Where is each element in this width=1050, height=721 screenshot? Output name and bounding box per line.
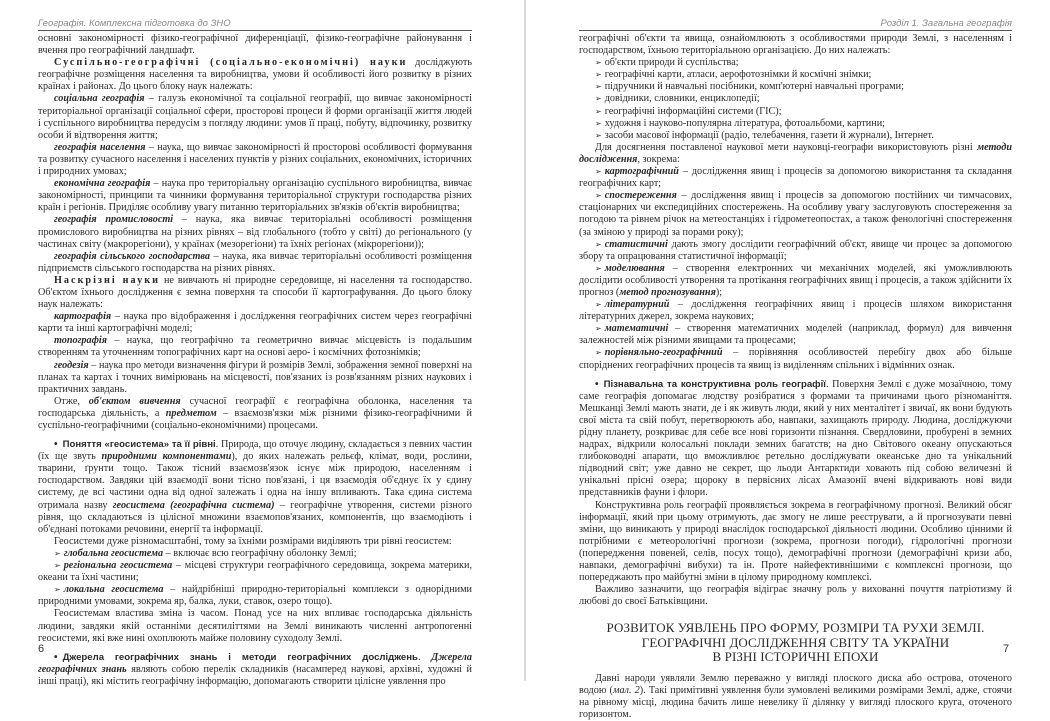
list-item-source: ➢ довідники, словники, енциклопедії; xyxy=(579,93,1012,105)
text: являють собою перелік складників (насамперед наукові, архівні, художні й інші праці), які містить географічну інформацію, допомагають створити цілісне уявлення про xyxy=(38,663,472,687)
list-item-source: ➢ об'єкти природи й суспільства; xyxy=(579,57,1012,69)
paragraph xyxy=(38,251,472,275)
paragraph xyxy=(579,673,1012,721)
text: ); xyxy=(715,286,723,298)
figure-reference: мал. 2 xyxy=(612,685,640,696)
text: – географічне утворення, системи різного рівня, що складаються із цілісної множини взаємопов'язаних, компонентів, що взаємодіють і об'єднані потоками речовини, енергії та інформації. xyxy=(38,499,472,535)
text: Давні народи уявляли Землю переважно у вигляді плоского диска або острова, оточеного водою ( xyxy=(579,672,1012,696)
paragraph: Важливо зазначити, що географія відіграє значну роль у вихованні почуття патріотизму й любові до своєї Батьківщини. xyxy=(579,584,1012,608)
paragraph xyxy=(38,142,472,178)
paragraph: Конструктивна роль географії проявляється зокрема в географічному прогнозі. Великий обсяг інформації, який при цьому отримують, дає змогу не лише реєструвати, а й прогнозувати певні зміни, що виникають у природі внаслідок господарської діяльності людини. Особливо цінними й потрібними є метеорологічні прогнози (зокрема, прогнози погоди), гідрологічні прогнози (попередження повеней, селів, посух тощо), демографічні прогнози (демографічні кризи або, навпаки, демографічні вибухи) та ін. Проте найефективнішими є комплексні прогнози, що попереджають про майбутні зміни в цілому природному комплексі. xyxy=(579,499,1012,584)
term: методи дослідження xyxy=(579,141,1012,165)
text: , зокрема: xyxy=(637,153,680,165)
term: об'єктом вивчення xyxy=(88,395,181,407)
text: – місцеві структури географічного середовища, зокрема материки, океани та їхні частини; xyxy=(38,560,473,584)
term: картографічний xyxy=(604,166,679,178)
text: – взаємозв'язки між різними фізико-географічними й суспільно-географічними (соціально-економічними) процесами. xyxy=(38,407,472,431)
term: географія населення xyxy=(54,141,146,153)
text: – наука про методи визначення фігури й розмірів Землі, зображення земної поверхні на планах та картах і точних вимірювань на місцевості, пов'язаних із розв'язанням різних наукових і практичних завдань. xyxy=(38,359,472,395)
list-item-method xyxy=(579,166,1012,190)
running-head-right: Розділ 1. Загальна географія xyxy=(579,18,1012,31)
text: Отже, xyxy=(54,395,89,407)
text: ), до яких належать рельєф, клімат, води, рослини, тварини, ґрунти тощо. Також тісний взаємозв'язок існує між природою, населенням і господарством. Завдяки цій взаємодії вони тісно пов'язані, і ця взаємодія об'єднує їх у єдину систему, де всі частини одна від одної залежать і одна на іншу впливають. Така єдина система отримала назву xyxy=(38,451,472,511)
paragraph: географічні об'єкти та явища, ознайомлюють з особливостями природи Землі, з населенням і господарством, їхньою територіальною організацією. До них належать: xyxy=(579,33,1012,57)
list-item-geosystem-level xyxy=(38,584,472,608)
text: – наука, яка вивчає територіальні особливості розміщення підприємств сільського господарства на різних рівнях. xyxy=(38,250,472,274)
term: локальна геосистема xyxy=(63,584,164,596)
left-page-content xyxy=(38,18,472,688)
term: предметом xyxy=(165,407,217,419)
section-lead: Пізнавальна та конструктивна роль географії xyxy=(603,378,826,390)
paragraph xyxy=(38,214,472,250)
list-item-method xyxy=(579,323,1012,347)
term: регіональна геосистема xyxy=(63,560,173,572)
text: – включає всю географічну оболонку Землі; xyxy=(163,547,357,559)
term: геосистема (географічна система) xyxy=(112,499,275,511)
text: – наука, що географічно та геометрично вивчає місцевість із подальшим створенням та уточненням топографічних карт на основі аеро- і космічних фотознімків; xyxy=(38,335,472,359)
term: статистичні xyxy=(604,238,668,250)
paragraph xyxy=(38,275,472,311)
paragraph: Геосистеми дуже різномасштабні, тому за їхніми розмірами виділяють три рівні геосистем: xyxy=(54,535,452,547)
paragraph xyxy=(38,335,472,359)
list-item-method xyxy=(579,347,1012,371)
section-lead: Поняття «геосистема» та її рівні xyxy=(62,439,216,451)
spaced-term: Наскрізні науки xyxy=(54,274,160,286)
term: топографія xyxy=(54,335,107,347)
list-item-method xyxy=(579,299,1012,323)
list-item-geosystem-level xyxy=(38,548,472,560)
text: – створення математичних моделей (наприклад, формул) для вивчення залежностей між різними явищами та процесами; xyxy=(579,323,1012,347)
heading-line: ГЕОГРАФІЧНІ ДОСЛІДЖЕННЯ СВІТУ ТА УКРАЇНИ xyxy=(641,634,950,650)
paragraph xyxy=(579,142,1012,166)
list-item-source: ➢ художня і науково-популярна література, фотоальбоми, картини; xyxy=(579,118,1012,130)
text: – галузь економічної та соціальної географії, що вивчає закономірності територіальної організації соціальної сфери, просторові процеси й форми організації життя людей і суспільного виробництва передусім з погляду людини: умов її праці, побуту, відпочинку, розвитку особи й відтворення життя; xyxy=(38,93,473,141)
text: – порівняння особливостей перебігу двох або більше споріднених географічних процесів та явищ із виділенням спільних і відмінних ознак. xyxy=(579,347,1012,371)
list-item-method xyxy=(579,239,1012,263)
term: глобальна геосистема xyxy=(63,547,164,559)
page-number-left: 6 xyxy=(38,643,45,655)
term: порівняльно-географічний xyxy=(604,347,723,359)
term: географія сільського господарства xyxy=(54,250,211,262)
text: – дослідження явищ і процесів за допомогою постійних чи тимчасових, стаціонарних чи експедиційних спостережень. На особливу увагу заслуговують спостереження за погодою та рівнем річок на метеостанціях і гідрометеопостах, а також фенологічні спостереження (за зміною у природі за порами року); xyxy=(579,190,1012,238)
paragraph xyxy=(38,57,472,93)
page-number-right: 7 xyxy=(1003,643,1010,655)
text: досліджують географічне розміщення населення та виробництва, умови й особливості його розвитку в різних країнах і районах. До цього блоку наук належать: xyxy=(38,57,472,93)
text: ). Такі примітивні уявлення були зумовлені великими розмірами Землі, адже, стоячи на рівному місці, людина бачить лише невелику її ділянку у вигляді плоского круга, оточеного горизонтом. xyxy=(579,685,1012,721)
text: не вивчають ні природне середовище, ні населення та господарство. Об'єктом їхнього дослідження є земна поверхня та способи її картографування. До цього блоку наук належать: xyxy=(38,274,472,311)
text: . xyxy=(417,651,432,663)
term: математичні xyxy=(604,323,669,335)
term: геодезія xyxy=(54,359,89,371)
text: – дослідження явищ і процесів за допомогою використання та складання географічних карт; xyxy=(579,166,1012,190)
term: спостереження xyxy=(604,190,677,202)
paragraph xyxy=(38,396,472,432)
text: – дослідження географічних явищ і процесів шляхом використання літературних джерел, зокрема наукових; xyxy=(579,299,1012,323)
text: . Поверхня Землі є дуже мозаїчною, тому саме географія допомагає людству розібратися з формами та причинами цього різноманіття. Мешканці Землі мають знати, де і як живуть люди, який у них менталітет і звичаї, як вони будують свої міста та свій побут, перетворюють або, навпаки, захищають природу. Людина, досліджуючи рідну планету, розкриває для себе все нові горизонти пізнання. Свердловини, пробурені в земних надрах, відкрили колосальні поклади земних багатств; на дно Світового океану опускаються глибоководні апарати, що вможливлює ретельно досліджувати океанське дно та унікальний підводний світ; уже давно не секрет, що льоди Антарктиди ховають під собою величезні й унікальні прісні озера; щороку в первісних лісах Амазонії вчені відкривають нові види представників фауни і флори. xyxy=(579,378,1012,499)
running-head-left: Географія. Комплексна підготовка до ЗНО xyxy=(38,18,472,31)
section-geosystem xyxy=(38,439,472,536)
list-item-method xyxy=(579,263,1012,299)
paragraph xyxy=(38,93,472,141)
text: – найдрібніші природно-територіальні комплекси з однорідними природними умовами, зокрема яр, балка, луки, ставок, озеро тощо). xyxy=(38,584,472,608)
paragraph xyxy=(38,360,472,396)
heading-line: В РІЗНІ ІСТОРИЧНІ ЕПОХИ xyxy=(712,649,879,665)
term: моделювання xyxy=(604,262,665,274)
list-item-source: ➢ підручники й навчальні посібники, комп'ютерні навчальні програми; xyxy=(579,81,1012,93)
paragraph xyxy=(38,178,472,214)
term: метод прогнозування xyxy=(619,286,716,298)
text: сучасної географії є географічна оболонка, населення та господарська діяльність, а xyxy=(38,395,472,419)
right-page xyxy=(526,0,1050,721)
text: дають змогу дослідити географічний об'єкт, явище чи процес за допомогою збору та опрацювання статистичної інформації; xyxy=(579,238,1012,262)
section-sources xyxy=(38,652,472,688)
term: Джерела географічних знань xyxy=(38,651,472,675)
term: географія промисловості xyxy=(54,214,174,226)
chapter-heading xyxy=(579,621,1012,665)
text: – наука про територіальну організацію суспільного виробництва, вивчає закономірності, принципи та чинники формування територіальної структури господарства різних країн і регіонів. Приділяє особливу увагу питанню територіальних зв'язків об'єктів виробництва; xyxy=(38,178,472,214)
paragraph: Геосистемам властива зміна із часом. Понад усе на них впливає господарська діяльність людини, завдяки якій останніми десятиліттями на Землі виникають численні антропогенні геосистеми, які вже нині охоплюють майже половину суходолу Землі. xyxy=(38,608,472,644)
term: картографія xyxy=(54,311,112,323)
left-page xyxy=(0,0,524,687)
text: – наука про відображення і дослідження географічних систем через географічні карти та інші картографічні моделі; xyxy=(38,311,472,335)
paragraph: основні закономірності фізико-географічної диференціації, фізико-географічне районування і вчення про географічний ландшафт. xyxy=(38,33,472,57)
heading-line: РОЗВИТОК УЯВЛЕНЬ ПРО ФОРМУ, РОЗМІРИ ТА РУХИ ЗЕМЛІ. xyxy=(606,620,985,636)
term: природними компонентами xyxy=(101,451,232,463)
list-item-source: ➢ географічні інформаційні системи (ГІС); xyxy=(579,106,1012,118)
right-page-content xyxy=(579,18,1012,721)
list-item-source: ➢ засоби масової інформації (радіо, телебачення, газети й журнали), Інтернет. xyxy=(579,130,1012,142)
text: – створення електронних чи механічних моделей, які уможливлюють дослідити особливості утворення та протікання географічних явищ і процесів, а також здійснити їх прогноз ( xyxy=(579,262,1012,298)
term: економічна географія xyxy=(54,178,151,190)
text: Для досягнення поставленої наукової мети науковці-географи використовують різні xyxy=(595,141,978,153)
list-item-source: ➢ географічні карти, атласи, аерофотознімки й космічні знімки; xyxy=(579,69,1012,81)
text: . Природа, що оточує людину, складається з певних частин (їх ще звуть xyxy=(38,439,472,463)
spaced-term: Суспільно-географічні (соціально-економічні) науки xyxy=(54,57,408,69)
term: соціальна географія xyxy=(54,93,145,105)
text: – наука, яка вивчає територіальні особливості розміщення промислового виробництва на різних рівнях – від глобального (тобто у світі) до регіонального (у частинах світу (макрорегіони), у країнах (мезорегіони) та їхніх регіонах (мікрорегіони)); xyxy=(38,214,472,250)
term: літературний xyxy=(604,299,670,311)
list-item-method xyxy=(579,190,1012,238)
list-item-geosystem-level xyxy=(38,560,472,584)
paragraph xyxy=(38,311,472,335)
text: – наука, що вивчає закономірності й просторові особливості формування та розвитку сучасного населення і населених пунктів у різних соціальних, економічних, історичних і природних умовах; xyxy=(38,141,472,178)
section-lead: Джерела географічних знань і методи географічних досліджень xyxy=(62,651,418,663)
section-role xyxy=(579,379,1012,500)
